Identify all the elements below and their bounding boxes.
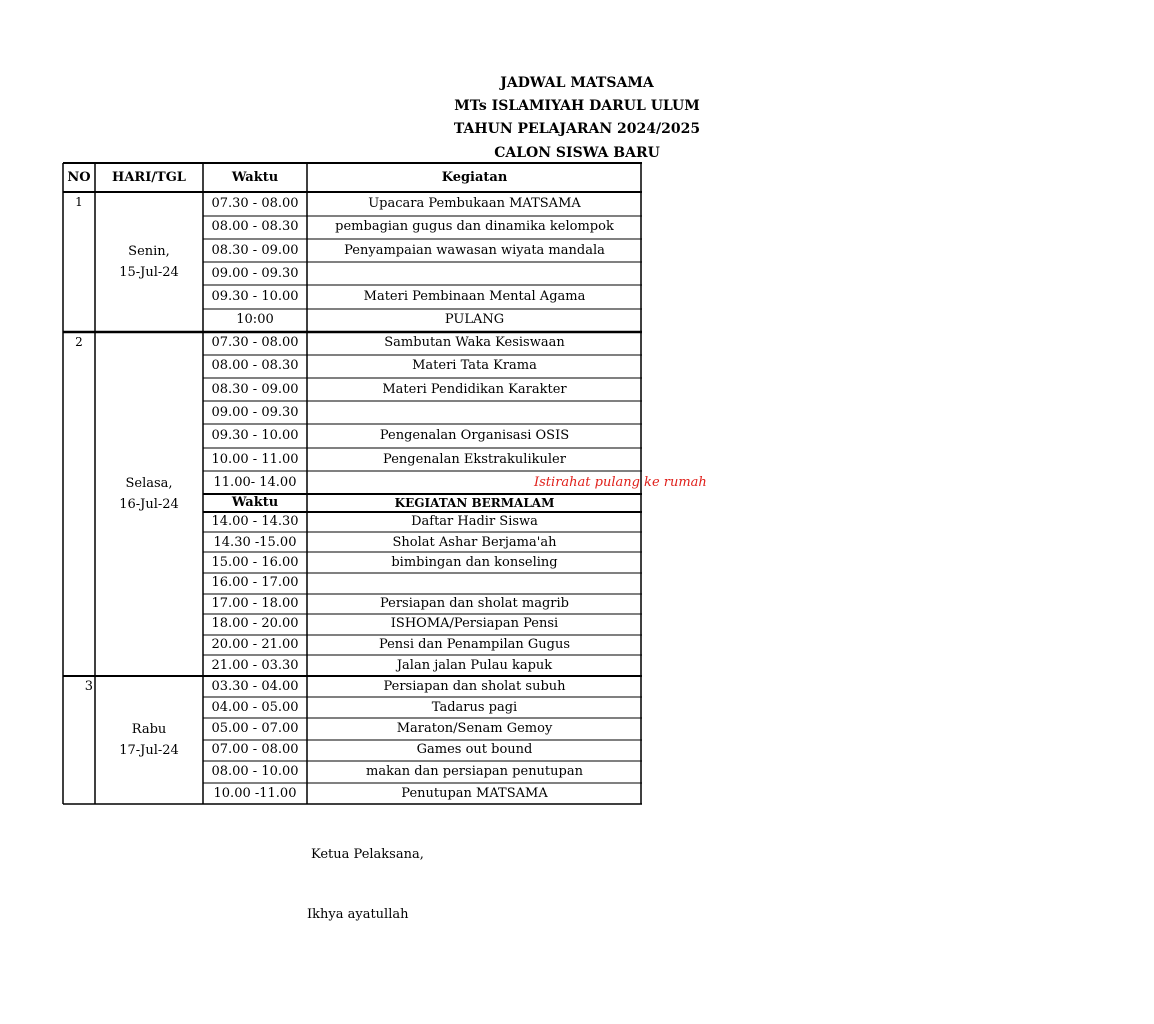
day-name: Rabu: [131, 722, 167, 737]
activity-cell: Persiapan dan sholat subuh: [383, 679, 566, 694]
col-header-kegiatan: Kegiatan: [441, 170, 508, 185]
time-cell: 18.00 - 20.00: [211, 616, 299, 631]
time-cell: 05.00 - 07.00: [211, 721, 299, 736]
time-cell: 09.00 - 09.30: [211, 266, 299, 281]
signature-role: Ketua Pelaksana,: [311, 847, 424, 862]
subheader-waktu: Waktu: [231, 495, 279, 510]
time-cell: 08.00 - 08.30: [211, 219, 299, 234]
time-cell: 08.30 - 09.00: [211, 382, 299, 397]
time-cell: 11.00- 14.00: [213, 475, 297, 490]
break-note: Istirahat pulang ke rumah: [534, 475, 707, 490]
time-cell: 10:00: [236, 312, 274, 327]
col-header-hari: HARI/TGL: [112, 170, 186, 185]
activity-cell: Materi Tata Krama: [412, 358, 537, 373]
time-cell: 16.00 - 17.00: [211, 575, 299, 590]
time-cell: 10.00 -11.00: [213, 786, 297, 801]
time-cell: 08.00 - 10.00: [211, 764, 299, 779]
school-year: TAHUN PELAJARAN 2024/2025: [453, 121, 701, 137]
time-cell: 08.00 - 08.30: [211, 358, 299, 373]
activity-cell: Daftar Hadir Siswa: [411, 514, 538, 529]
time-cell: 09.00 - 09.30: [211, 405, 299, 420]
activity-cell: PULANG: [444, 312, 505, 327]
activity-cell: Jalan jalan Pulau kapuk: [396, 658, 553, 673]
time-cell: 14.00 - 14.30: [211, 514, 299, 529]
time-cell: 07.30 - 08.00: [211, 335, 299, 350]
subheader-kegiatan: KEGIATAN BERMALAM: [394, 496, 555, 510]
participants-line: CALON SISWA BARU: [494, 145, 660, 161]
day-date: 17-Jul-24: [119, 743, 179, 758]
day-number: 2: [75, 335, 83, 349]
activity-cell: ISHOMA/Persiapan Pensi: [390, 616, 559, 631]
activity-cell: pembagian gugus dan dinamika kelompok: [335, 219, 614, 234]
signature-name: Ikhya ayatullah: [307, 907, 409, 922]
time-cell: 07.00 - 08.00: [211, 742, 299, 757]
day-date: 16-Jul-24: [119, 497, 179, 512]
time-cell: 17.00 - 18.00: [211, 596, 299, 611]
time-cell: 08.30 - 09.00: [211, 243, 299, 258]
time-cell: 20.00 - 21.00: [211, 637, 299, 652]
activity-cell: Games out bound: [416, 742, 533, 757]
day-number: 3: [84, 679, 93, 694]
day-date: 15-Jul-24: [119, 265, 179, 280]
time-cell: 21.00 - 03.30: [211, 658, 299, 673]
activity-cell: makan dan persiapan penutupan: [366, 764, 583, 779]
time-cell: 15.00 - 16.00: [211, 555, 299, 570]
time-cell: 07.30 - 08.00: [211, 196, 299, 211]
activity-cell: Pengenalan Organisasi OSIS: [379, 428, 570, 443]
activity-cell: Sholat Ashar Berjama'ah: [392, 535, 557, 550]
time-cell: 03.30 - 04.00: [211, 679, 299, 694]
day-number: 1: [75, 195, 83, 209]
activity-cell: Maraton/Senam Gemoy: [396, 721, 553, 736]
time-cell: 09.30 - 10.00: [211, 289, 299, 304]
activity-cell: Persiapan dan sholat magrib: [379, 596, 570, 611]
activity-cell: Pengenalan Ekstrakulikuler: [383, 452, 566, 467]
time-cell: 04.00 - 05.00: [211, 700, 299, 715]
activity-cell: bimbingan dan konseling: [391, 555, 558, 570]
activity-cell: Sambutan Waka Kesiswaan: [384, 335, 565, 350]
activity-cell: Upacara Pembukaan MATSAMA: [368, 196, 581, 211]
activity-cell: Materi Pembinaan Mental Agama: [363, 289, 586, 304]
activity-cell: Materi Pendidikan Karakter: [382, 382, 567, 397]
school-name: MTs ISLAMIYAH DARUL ULUM: [454, 98, 700, 114]
doc-title: JADWAL MATSAMA: [500, 75, 654, 91]
day-name: Selasa,: [125, 476, 173, 491]
time-cell: 10.00 - 11.00: [211, 452, 299, 467]
activity-cell: Tadarus pagi: [431, 700, 518, 715]
activity-cell: Penyampaian wawasan wiyata mandala: [344, 243, 605, 258]
col-header-waktu: Waktu: [231, 170, 279, 185]
col-header-no: NO: [67, 170, 91, 185]
activity-cell: Penutupan MATSAMA: [401, 786, 548, 801]
time-cell: 09.30 - 10.00: [211, 428, 299, 443]
day-name: Senin,: [128, 244, 170, 259]
time-cell: 14.30 -15.00: [213, 535, 297, 550]
activity-cell: Pensi dan Penampilan Gugus: [378, 637, 571, 652]
